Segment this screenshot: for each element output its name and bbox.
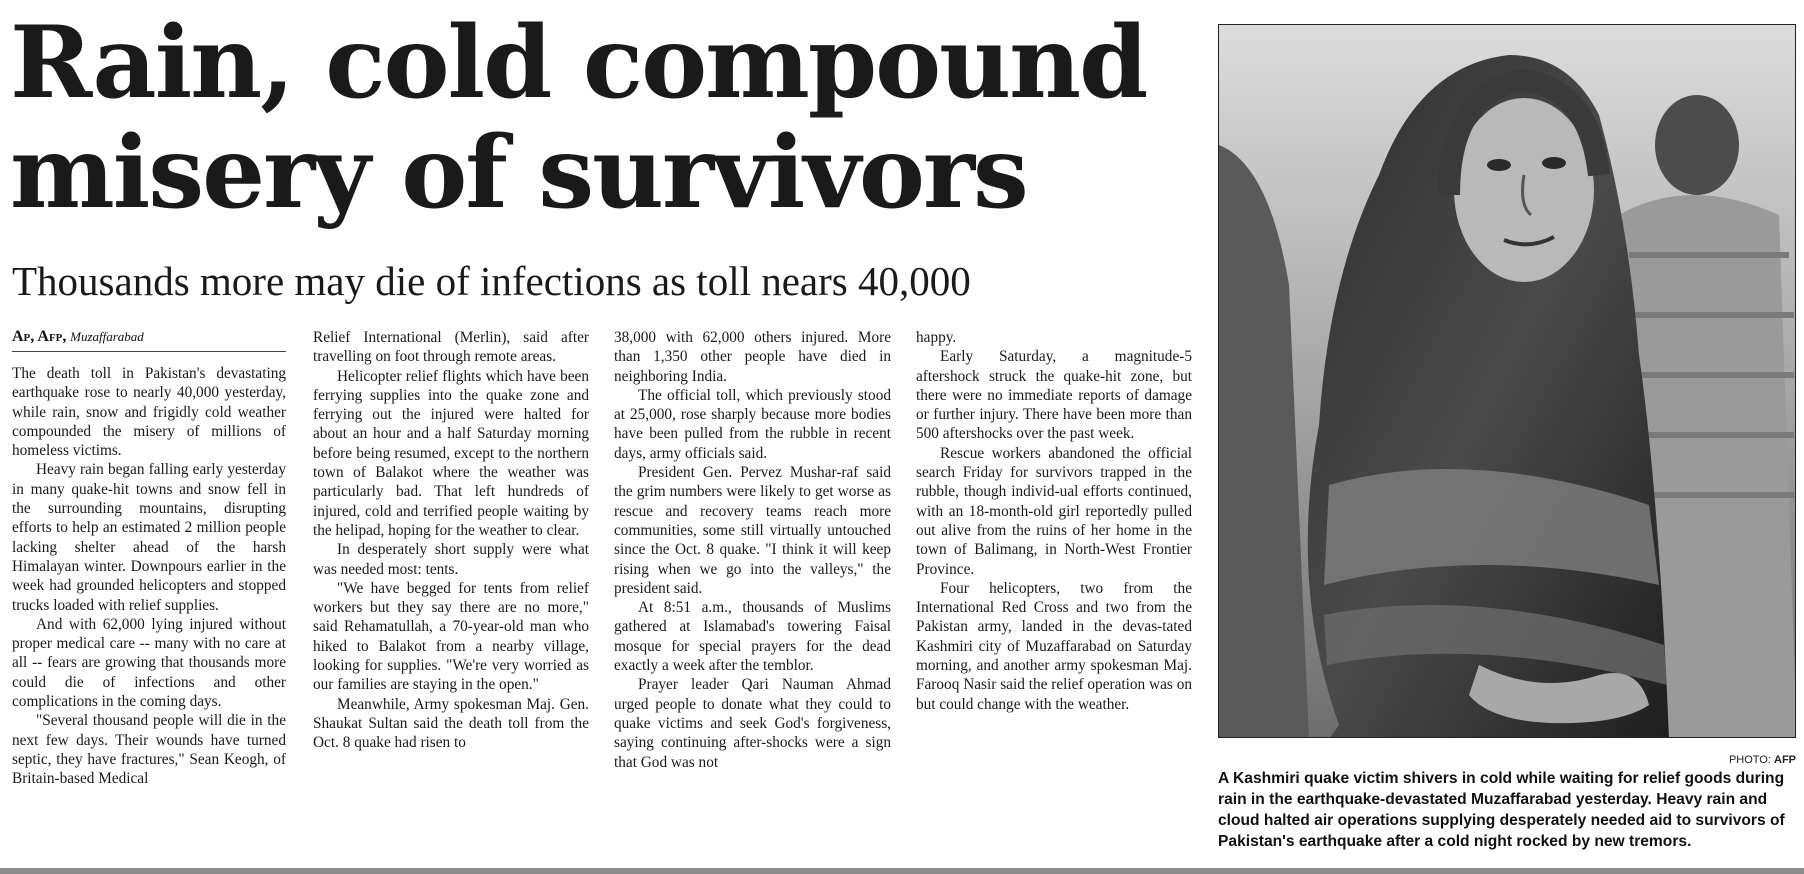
article-column-4 bbox=[916, 328, 1192, 714]
article-paragraph: "Several thousand people will die in the next few days. Their wounds have turned septic, they have fractures," Sean Keogh, of Britain-based Medical bbox=[12, 712, 286, 788]
article-paragraph: happy. bbox=[916, 329, 957, 346]
article-paragraph: The official toll, which previously stood at 25,000, rose sharply because more bodies have been pulled from the rubble in recent days, army officials said. bbox=[614, 386, 891, 462]
article-column-2 bbox=[313, 328, 589, 753]
photo-credit-source: AFP bbox=[1774, 754, 1796, 766]
article-paragraph: President Gen. Pervez Mushar-raf said the grim numbers were likely to get worse as rescue and recovery teams reach more communities, some still virtually untouched since the Oct. 8 quake. "I think it will keep rising when we go into the valleys," the president said. bbox=[614, 464, 891, 597]
bottom-rule bbox=[0, 868, 1804, 874]
article-paragraph: Four helicopters, two from the International Red Cross and two from the Pakistan army, landed in the devas-tated Kashmiri city of Muzaffarabad on Saturday morning, and another army spokesman Maj. Farooq Nasir said the relief operation was on but could change with the weather. bbox=[916, 579, 1192, 713]
article-paragraph: Prayer leader Qari Nauman Ahmad urged people to donate what they could to quake victims and seek God's forgiveness, saying continuing after-shocks were a sign that God was not bbox=[614, 676, 891, 771]
article-paragraph: "We have begged for tents from relief workers but they say there are no more," said Rehamatullah, a 70-year-old man who hiked to Balakot from a nearby village, looking for supplies. "We're very worried as our families are staying in the open." bbox=[313, 579, 589, 694]
article-paragraph: 38,000 with 62,000 others injured. More than 1,350 other people have died in neighboring India. bbox=[614, 329, 891, 385]
article-paragraph: In desperately short supply were what was needed most: tents. bbox=[313, 541, 589, 578]
article-paragraph: And with 62,000 lying injured without proper medical care -- many with no care at all -- fears are growing that thousands more could die of infections and other complications in the coming days. bbox=[12, 615, 286, 711]
photo-illustration bbox=[1219, 25, 1796, 738]
subheadline: Thousands more may die of infections as toll nears 40,000 bbox=[12, 258, 971, 304]
news-photo bbox=[1218, 24, 1796, 738]
article-paragraph: The death toll in Pakistan's devastating earthquake rose to nearly 40,000 yesterday, while rain, snow and frigidly cold weather compounded the misery of millions of homeless victims. bbox=[12, 365, 286, 460]
article-column-3 bbox=[614, 328, 891, 772]
headline: Rain, cold compound misery of survivors bbox=[10, 5, 1147, 231]
photo-credit bbox=[1600, 754, 1796, 767]
article-paragraph: Helicopter relief flights which have been ferrying supplies into the quake zone and ferrying out the injured were halted for about an hour and a half Saturday morning before being resumed, except to the northern town of Balakot where the weather was particularly bad. That left hundreds of injured, cold and terrified people waiting by the helipad, hoping for the weather to clear. bbox=[313, 367, 589, 539]
article-paragraph: Heavy rain began falling early yesterday in many quake-hit towns and snow fell in the surrounding mountains, disrupting efforts to help an estimated 2 million people lacking shelter ahead of the harsh Himalayan winter. Downpours earlier in the week had grounded helicopters and stopped trucks loaded with relief supplies. bbox=[12, 461, 286, 614]
photo-credit-label: PHOTO: bbox=[1728, 754, 1771, 766]
article-paragraph: Rescue workers abandoned the official search Friday for survivors trapped in the rubble, though individ-ual efforts continued, with an 18-month-old girl reportedly pulled out alive from the ruins of her home in the town of Balimang, in North-West Frontier Province. bbox=[916, 444, 1192, 578]
article-paragraph: At 8:51 a.m., thousands of Muslims gathered at Islamabad's towering Faisal mosque for special prayers for the dead exactly a week after the temblor. bbox=[614, 599, 891, 675]
article-column-1 bbox=[12, 364, 286, 789]
article-paragraph: Relief International (Merlin), said after travelling on foot through remote areas. bbox=[313, 329, 589, 366]
article-paragraph: Early Saturday, a magnitude-5 aftershock struck the quake-hit zone, but there were no immediate reports of damage or further injury. There have been more than 500 aftershocks over the past week. bbox=[916, 348, 1192, 443]
byline-dateline: Muzaffarabad bbox=[70, 329, 144, 344]
byline bbox=[12, 327, 286, 352]
article-paragraph: Meanwhile, Army spokesman Maj. Gen. Shaukat Sultan said the death toll from the Oct. 8 quake had risen to bbox=[313, 695, 589, 752]
photo-caption: A Kashmiri quake victim shivers in cold while waiting for relief goods during rain in the earthquake-devastated Muzaffarabad yesterday. Heavy rain and cloud halted air operations supplying desperately needed aid to survivors of Pakistan's earthquake after a cold night rocked by new tremors. bbox=[1218, 770, 1785, 850]
byline-agencies: Ap, Afp, bbox=[12, 328, 67, 345]
